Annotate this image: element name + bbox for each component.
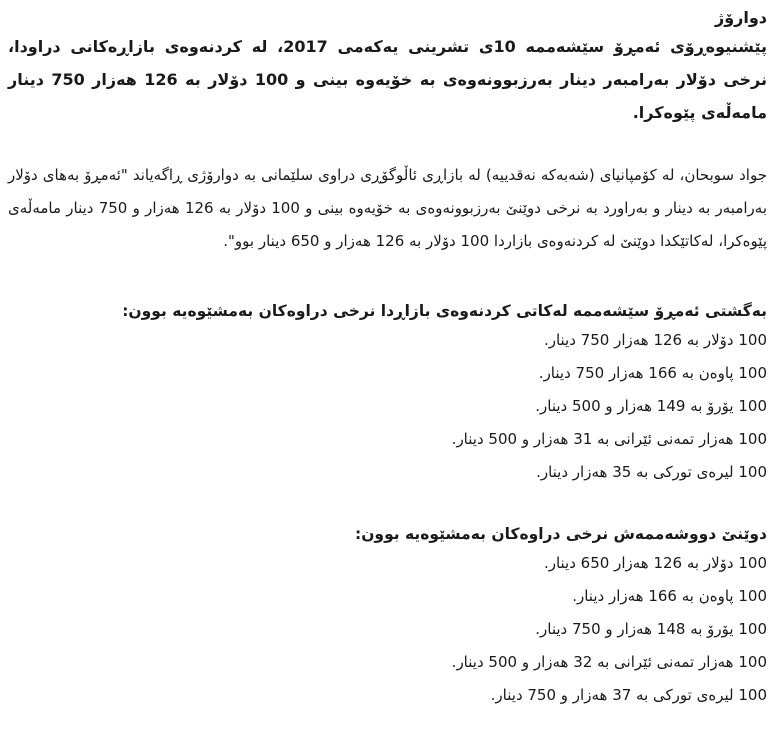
today-rate-gbp: 100 پاوەن بە 166 هەزار 750 دینار. (538, 364, 767, 382)
yesterday-rate-usd: 100 دۆلار بە 126 هەزار 650 دینار. (543, 554, 767, 572)
yesterday-rates-title: دوێنێ دووشەممەش نرخی دراوەکان بەمشێوەیە بوون: (355, 525, 767, 543)
yesterday-rates-list (8, 547, 767, 712)
today-rate-try: 100 لیرەی تورکی بە 35 هەزار دینار. (536, 463, 767, 481)
yesterday-rate-irr: 100 هەزار تمەنی ئێرانی بە 32 هەزار و 500 دینار. (451, 653, 767, 671)
today-rate-usd: 100 دۆلار بە 126 هەزار 750 دینار. (543, 331, 767, 349)
today-rates-title: بەگشتی ئەمڕۆ سێشەممە لەکاتی کردنەوەی بازاڕدا نرخی دراوەکان بەمشێوەیە بوون: (122, 302, 767, 320)
quote-paragraph: جواد سوبحان، لە کۆمپانیای (شەبەکە نەقدییە) لە بازاڕی ئاڵوگۆڕی دراوی سلێمانی بە دوارۆژی ڕاگەیاند "ئەمڕۆ بەهای دۆلار بەرامبەر بە دینار و بەراورد بە نرخی دوێنێ بەرزبوونەوەی بە خۆیەوە بینی و 100 دۆلار بە 126 هەزار و 750 دینار مامەڵەی پێوەکرا، لەکاتێکدا دوێنێ لە کردنەوەی بازاردا 100 دۆلار بە 126 هەزار و 650 دینار بوو". (8, 166, 767, 250)
yesterday-rate-eur: 100 یۆرۆ بە 148 هەزار و 750 دینار. (535, 620, 767, 638)
dateline: دوارۆژ (714, 8, 767, 27)
today-rates-list (8, 324, 767, 489)
today-rate-irr: 100 هەزار تمەنی ئێرانی بە 31 هەزار و 500 دینار. (451, 430, 767, 448)
lead-paragraph: پێشنیوەڕۆی ئەمڕۆ سێشەممە 10ی تشرینی یەکەمی 2017، لە کردنەوەی بازاڕەکانی دراودا، نرخی دۆلار بەرامبەر دینار بەرزبوونەوەی بە خۆیەوە بینی و 100 دۆلار بە 126 هەزار 750 دینار مامەڵەی پێوەکرا. (8, 37, 768, 122)
today-rate-eur: 100 یۆرۆ بە 149 هەزار و 500 دینار. (535, 397, 767, 415)
yesterday-rate-try: 100 لیرەی تورکی بە 37 هەزار و 750 دینار. (490, 686, 767, 704)
yesterday-rate-gbp: 100 پاوەن بە 166 هەزار دینار. (572, 587, 767, 605)
